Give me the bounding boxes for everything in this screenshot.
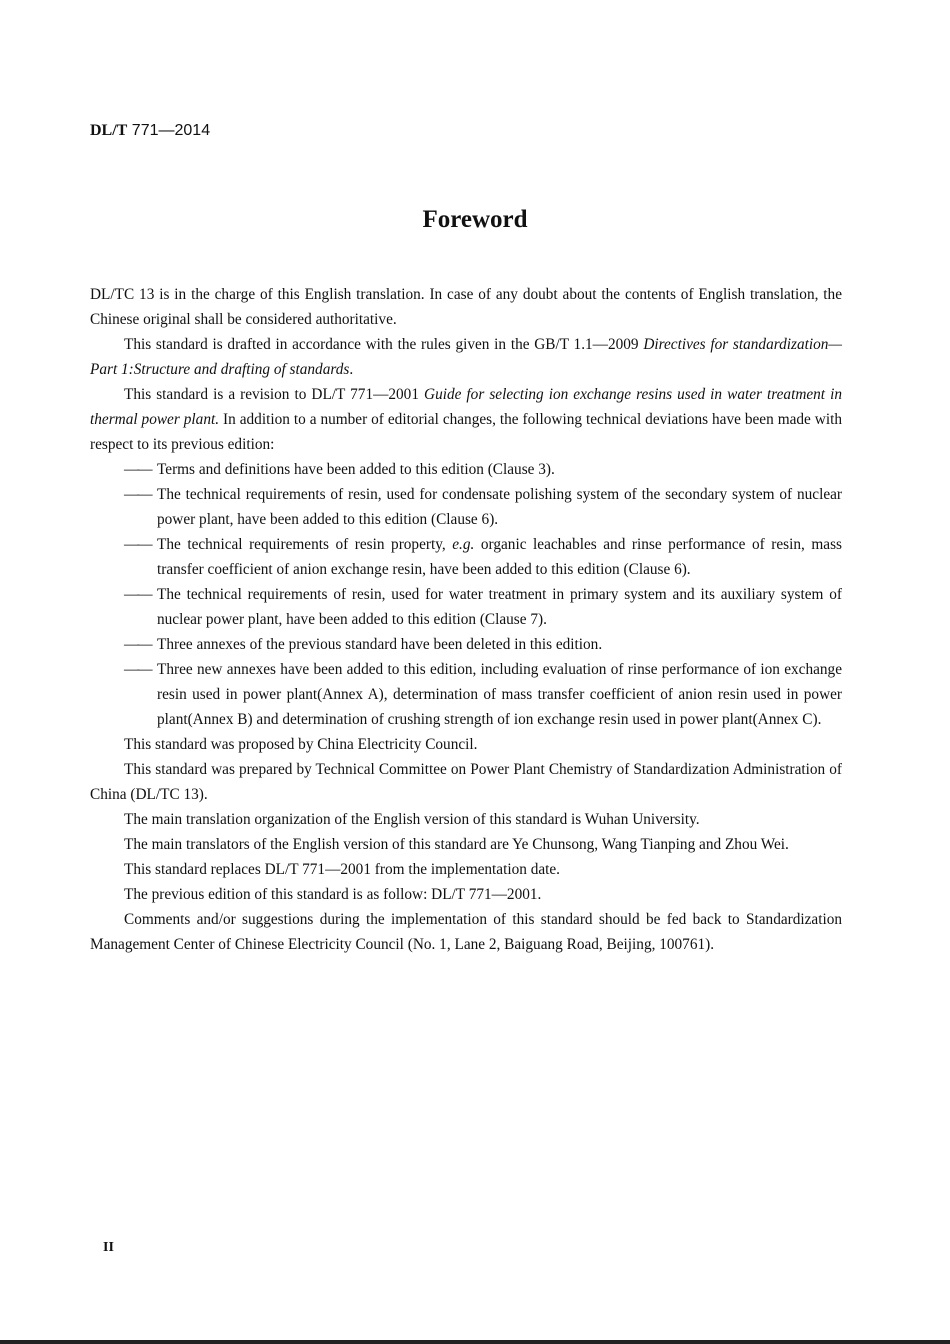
list-item: [90, 657, 842, 732]
dash-marker: ——: [124, 586, 151, 603]
list-item-text: organic leachables and rinse performance of resin, mass transfer coefficient of anion exchange resin, have been added to this edition (Clause 6).: [157, 536, 842, 578]
list-item-text: Three annexes of the previous standard have been deleted in this edition.: [157, 636, 603, 653]
page-number: II: [103, 1240, 114, 1255]
paragraph-drafting-rules: [90, 332, 842, 382]
paragraph-text: This standard is a revision to DL/T 771—2001: [124, 386, 425, 403]
list-item: [90, 457, 842, 482]
paragraph-translation-note: DL/TC 13 is in the charge of this English translation. In case of any doubt about the contents of English translation, the Chinese original shall be considered authoritative.: [90, 286, 842, 328]
italic-reference-title: Guide for selecting ion exchange resins used in water treatment in thermal power plant.: [90, 386, 842, 428]
paragraph-comments: Comments and/or suggestions during the implementation of this standard should be fed back to Standardization Management Center of Chinese Electricity Council (No. 1, Lane 2, Baiguang Road, Beijing, 100761).: [90, 911, 842, 953]
header-standard-number: 771—2014: [131, 122, 211, 139]
dash-marker: ——: [124, 661, 151, 678]
paragraph-proposed-by: This standard was proposed by China Electricity Council.: [124, 736, 478, 753]
list-item-text: Three new annexes have been added to this edition, including evaluation of rinse performance of ion exchange resin used in power plant(Annex A), determination of mass transfer coefficient of anion resin used in power plant(Annex B) and determination of crushing strength of ion exchange resin used in power plant(Annex C).: [157, 661, 842, 728]
dash-marker: ——: [124, 636, 151, 653]
paragraph-replaces: This standard replaces DL/T 771—2001 from the implementation date.: [124, 861, 560, 878]
paragraph-translators: The main translators of the English version of this standard are Ye Chunsong, Wang Tianping and Zhou Wei.: [124, 836, 789, 853]
list-item-text: Terms and definitions have been added to this edition (Clause 3).: [157, 461, 555, 478]
header-standard-code: DL/T: [90, 122, 128, 139]
paragraph-previous-edition: The previous edition of this standard is as follow: DL/T 771—2001.: [124, 886, 542, 903]
list-item-text: The technical requirements of resin, used for condensate polishing system of the secondary system of nuclear power plant, have been added to this edition (Clause 6).: [157, 486, 842, 528]
list-item: [90, 482, 842, 532]
paragraph-text: .: [349, 361, 354, 378]
paragraph-prepared-by: This standard was prepared by Technical Committee on Power Plant Chemistry of Standardization Administration of China (DL/TC 13).: [90, 761, 842, 803]
dash-marker: ——: [124, 486, 151, 503]
dash-marker: ——: [124, 536, 151, 553]
bottom-divider: [0, 1340, 950, 1344]
paragraph-text: This standard is drafted in accordance with the rules given in the GB/T 1.1—2009: [124, 336, 644, 353]
italic-reference-title: Directives for standardization—Part 1:Structure and drafting of standards: [90, 336, 843, 378]
page-title: Foreword: [422, 206, 528, 233]
list-item: [90, 532, 842, 582]
list-item-text: The technical requirements of resin, used for water treatment in primary system and its auxiliary system of nuclear power plant, have been added to this edition (Clause 7).: [157, 586, 842, 628]
paragraph-translation-organization: The main translation organization of the English version of this standard is Wuhan University.: [124, 811, 700, 828]
list-item: [90, 582, 842, 632]
dash-marker: ——: [124, 461, 151, 478]
foreword-body: [90, 282, 842, 957]
paragraph-revision-note: [90, 382, 842, 457]
paragraph-text: In addition to a number of editorial changes, the following technical deviations have been made with respect to its previous edition:: [90, 411, 843, 453]
list-item: [90, 632, 842, 657]
page-header: [90, 122, 210, 140]
italic-abbreviation: e.g.: [452, 536, 475, 553]
list-item-text: The technical requirements of resin property,: [157, 536, 453, 553]
